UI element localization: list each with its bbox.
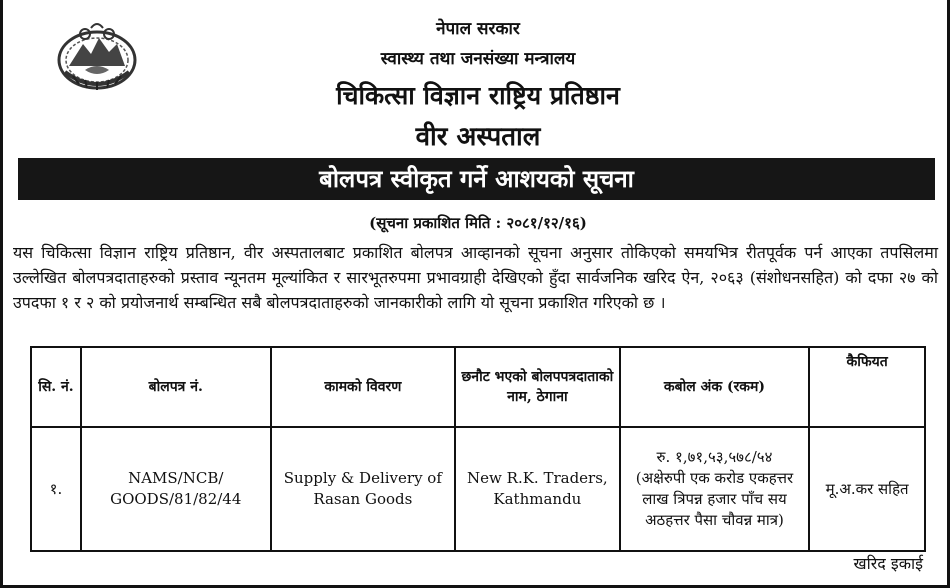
purchase-unit-signature: खरिद इकाई	[853, 554, 923, 573]
cell-bid-no: NAMS/NCB/ GOODS/81/82/44	[81, 427, 271, 551]
table-row	[31, 427, 925, 551]
notice-title-banner: बोलपत्र स्वीकृत गर्ने आशयको सूचना	[18, 158, 935, 200]
academy-name: चिकित्सा विज्ञान राष्ट्रिय प्रतिष्ठान	[336, 81, 620, 110]
notice-body: यस चिकित्सा विज्ञान राष्ट्रिय प्रतिष्ठान, वीर अस्पतालबाट प्रकाशित बोलपत्र आव्हानको सूचना अनुसार तोकिएको समयभित्र रीतपूर्वक पर्न आएका तपसिलमा उल्लेखित बोलपत्रदाताहरुको प्रस्ताव न्यूनतम मूल्यांकित र सारभूतरुपमा प्रभावग्राही देखिएको हुँदा सार्वजनिक खरिद ऐन, २०६३ (संशोधनसहित) को दफा २७ को उपदफा १ र २ को प्रयोजनार्थ सम्बन्धित सबै बोलपत्रदाताहरुको जानकारीको लागि यो सूचना प्रकाशित गरिएको छ ।	[13, 243, 938, 312]
ministry-name: स्वास्थ्य तथा जनसंख्या मन्त्रालय	[380, 49, 576, 69]
header-bidder: छनौट भएको बोलपपत्रदाताको नाम, ठेगाना	[455, 347, 620, 427]
amount-figure: रु. १,७१,५३,५७८/५४	[656, 448, 773, 466]
table-header-row	[31, 347, 925, 427]
hospital-name: वीर अस्पताल	[415, 122, 541, 152]
cell-remarks: मू.अ.कर सहित	[809, 427, 925, 551]
government-name: नेपाल सरकार	[436, 19, 520, 39]
cell-bidder: New R.K. Traders, Kathmandu	[455, 427, 620, 551]
header-amount: कबोल अंक (रकम)	[620, 347, 810, 427]
header-description: कामको विवरण	[271, 347, 455, 427]
tender-table	[30, 346, 926, 552]
header-sn: सि. नं.	[31, 347, 81, 427]
cell-sn: १.	[31, 427, 81, 551]
header-remarks: कैफियत	[809, 347, 925, 427]
cell-description: Supply & Delivery of Rasan Goods	[271, 427, 455, 551]
amount-in-words: (अक्षेरुपी एक करोड एकहत्तर लाख त्रिपन्न हजार पाँच सय अठहत्तर पैसा चौवन्न मात्र)	[635, 469, 794, 529]
cell-amount	[620, 427, 810, 551]
publication-date: (सूचना प्रकाशित मिति : २०८१/१२/१६)	[369, 214, 587, 232]
header-bid-no: बोलपत्र नं.	[81, 347, 271, 427]
